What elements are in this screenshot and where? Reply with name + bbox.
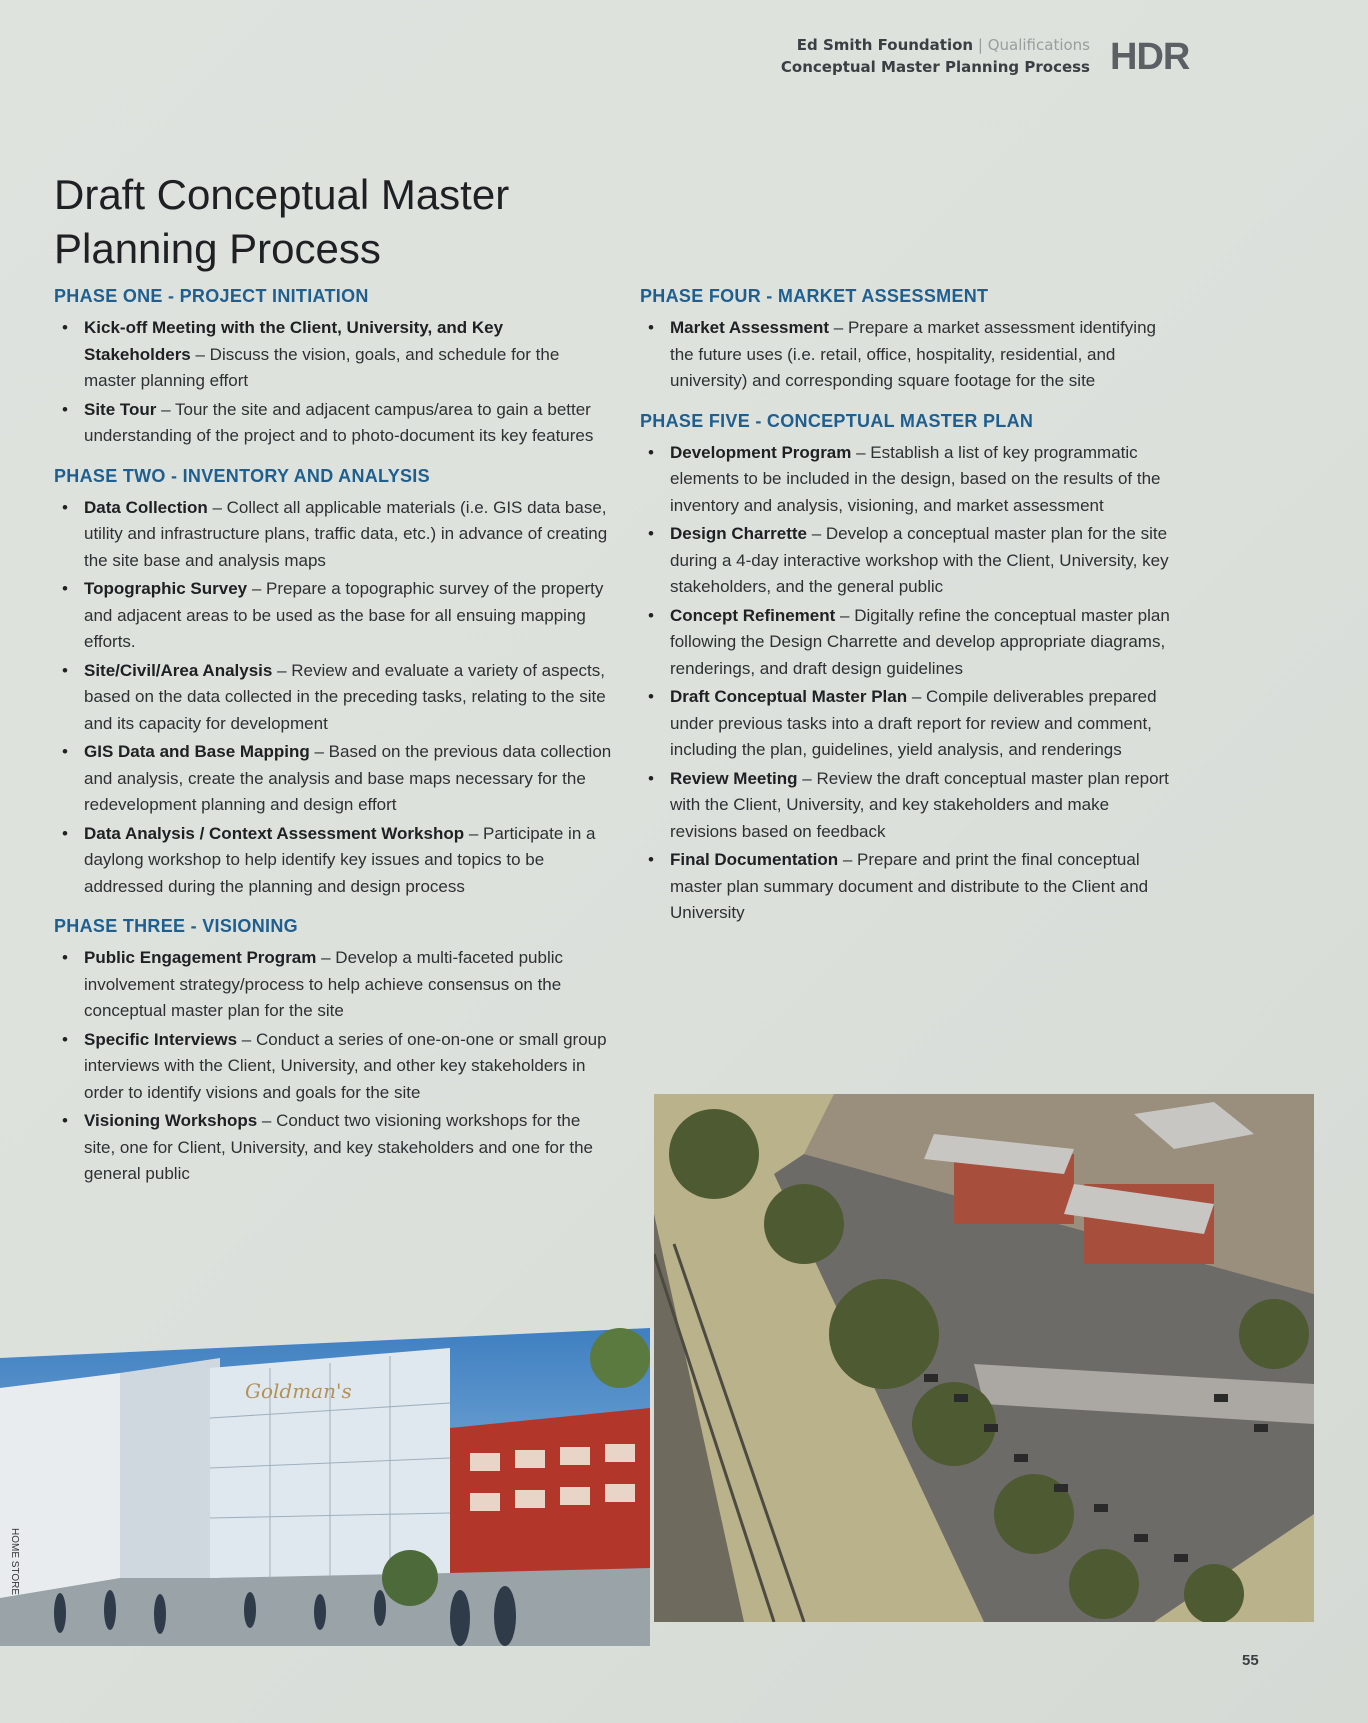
task-item <box>54 945 614 1025</box>
phase-heading: PHASE TWO - INVENTORY AND ANALYSIS <box>54 465 430 486</box>
storefront-sign: Goldman's <box>245 1379 352 1403</box>
task-description: – Prepare a market assessment identifying the future uses (i.e. retail, office, hospitality, residential, and university) and corresponding square footage for the site <box>670 318 1156 390</box>
task-description: – Establish a list of key programmatic elements to be included in the design, based on the results of the inventory and analysis, visioning, and market assessment <box>670 442 1161 515</box>
task-description: – Collect all applicable materials (i.e. GIS data base, utility and infrastructure plans, traffic data, etc.) in advance of creating the site base and analysis maps <box>84 497 608 570</box>
task-description: – Digitally refine the conceptual master plan following the Design Charrette and develop appropriate diagrams, renderings, and draft design guidelines <box>670 605 1170 678</box>
task-term: Final Documentation <box>670 850 839 869</box>
page-number: 55 <box>1242 1652 1259 1669</box>
task-item <box>54 658 614 738</box>
phase-section <box>54 286 614 450</box>
phase-heading: PHASE FOUR - MARKET ASSESSMENT <box>640 286 989 306</box>
aerial-streetscape-image <box>654 1094 1314 1622</box>
task-description: – Develop a conceptual master plan for the site during a 4-day interactive workshop with the Client, University, key stakeholders, and the general public <box>670 524 1169 596</box>
task-term: Review Meeting <box>670 768 798 788</box>
header-separator: | <box>977 36 983 54</box>
phase-section <box>54 916 614 1188</box>
page-title <box>54 168 614 276</box>
header-subtitle: Conceptual Master Planning Process <box>780 58 1090 76</box>
task-description: – Discuss the vision, goals, and schedule for the master planning effort <box>84 344 560 390</box>
task-description: – Prepare and print the final conceptual master plan summary document and distribute to the Client and University <box>670 850 1149 922</box>
task-item <box>54 315 614 395</box>
task-description: – Develop a multi-faceted public involvement strategy/process to help achieve consensus on the conceptual master plan for the site <box>84 948 564 1020</box>
task-item <box>640 847 1180 927</box>
phase-heading: PHASE THREE - VISIONING <box>54 916 298 936</box>
task-description: – Compile deliverables prepared under previous tasks into a draft report for review and comment, including the plan, guidelines, yield analysis, and renderings <box>670 687 1157 759</box>
phase-section <box>54 466 614 901</box>
building-rendering-image <box>0 1328 650 1646</box>
hdr-logo: HDR <box>1110 36 1190 78</box>
task-description: – Review and evaluate a variety of aspects, based on the data collected in the preceding tasks, relating to the site and its capacity for development <box>84 660 606 733</box>
task-term: GIS Data and Base Mapping <box>84 742 310 761</box>
right-column <box>640 286 1180 943</box>
task-description: – Prepare a topographic survey of the property and adjacent areas to be used as the base for all ensuing mapping efforts. <box>84 579 604 651</box>
task-description: – Tour the site and adjacent campus/area to gain a better understanding of the project and to photo-document its key features <box>84 399 594 445</box>
task-item <box>54 495 614 575</box>
task-term: Concept Refinement <box>670 605 836 625</box>
phase-task-list <box>640 440 1180 927</box>
task-term: Development Program <box>670 442 852 462</box>
aerial-streetscape-svg <box>654 1094 1314 1622</box>
building-rendering-svg <box>0 1328 650 1646</box>
page-title-line2: Planning Process <box>54 225 381 272</box>
task-term: Public Engagement Program <box>84 948 317 967</box>
task-term: Topographic Survey <box>84 579 248 598</box>
phase-heading: PHASE FIVE - CONCEPTUAL MASTER PLAN <box>640 410 1034 431</box>
task-term: Market Assessment <box>670 318 830 337</box>
task-term: Site Tour <box>84 399 157 419</box>
task-term: Visioning Workshops <box>84 1111 258 1130</box>
task-item <box>54 821 614 901</box>
task-term: Site/Civil/Area Analysis <box>84 660 273 680</box>
task-term: Data Analysis / Context Assessment Workshop <box>84 823 465 843</box>
task-item <box>54 1108 614 1188</box>
task-term: Draft Conceptual Master Plan <box>670 687 908 706</box>
header-qualifier: Qualifications <box>987 36 1090 54</box>
phase-task-list <box>54 495 614 901</box>
task-item <box>54 1027 614 1107</box>
task-item <box>640 603 1180 683</box>
task-item <box>54 397 614 450</box>
task-item <box>640 440 1180 520</box>
task-item <box>640 521 1180 601</box>
task-item <box>54 576 614 656</box>
home-store-sign: HOME STORE <box>9 1528 20 1596</box>
task-description: – Participate in a daylong workshop to help identify key issues and topics to be addressed during the planning and design process <box>84 823 596 896</box>
phase-section <box>640 411 1180 927</box>
task-description: – Conduct two visioning workshops for the site, one for Client, University, and key stakeholders and one for the general public <box>84 1111 594 1183</box>
task-term: Design Charrette <box>670 524 807 543</box>
task-description: – Based on the previous data collection and analysis, create the analysis and base maps necessary for the redevelopment planning and design effort <box>84 742 612 814</box>
task-description: – Conduct a series of one-on-one or small group interviews with the Client, University, and other key stakeholders in order to identify visions and goals for the site <box>84 1029 607 1102</box>
phase-task-list <box>640 315 1180 395</box>
phase-section <box>640 286 1180 395</box>
task-description: – Review the draft conceptual master plan report with the Client, University, and key stakeholders and make revisions based on feedback <box>670 768 1169 841</box>
header-text <box>780 34 1090 78</box>
task-item <box>54 739 614 819</box>
task-item <box>640 766 1180 846</box>
phase-task-list <box>54 315 614 450</box>
task-item <box>640 684 1180 764</box>
phase-heading: PHASE ONE - PROJECT INITIATION <box>54 286 369 306</box>
phase-task-list <box>54 945 614 1188</box>
header-org: Ed Smith Foundation <box>796 36 974 54</box>
task-term: Specific Interviews <box>84 1029 238 1049</box>
task-item <box>640 315 1180 395</box>
task-term: Data Collection <box>84 497 208 517</box>
left-column <box>54 286 614 1204</box>
task-term: Kick-off Meeting with the Client, University, and Key Stakeholders <box>84 318 504 364</box>
page-title-line1: Draft Conceptual Master <box>54 171 510 218</box>
